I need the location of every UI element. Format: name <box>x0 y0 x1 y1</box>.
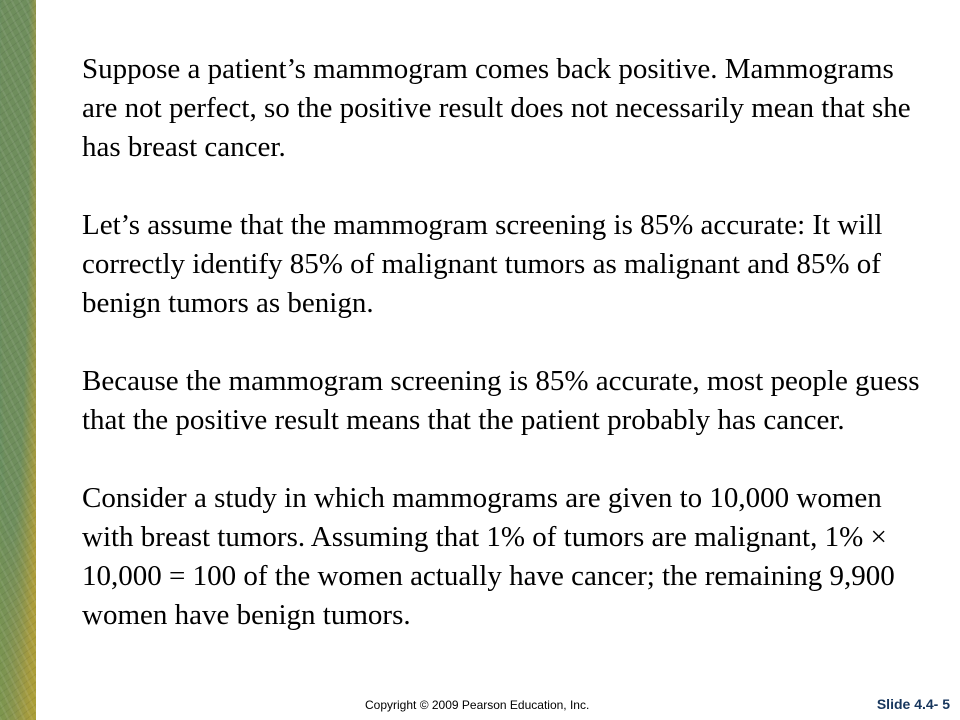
decorative-side-band <box>0 0 36 720</box>
paragraph-mammogram-positive: Suppose a patient’s mammogram comes back positive. Mammograms are not perfect, so the positive result does not necessarily mean that she has breast cancer. <box>82 53 911 163</box>
slide-number: Slide 4.4- 5 <box>876 696 950 712</box>
paragraph-common-guess: Because the mammogram screening is 85% accurate, most people guess that the positive result means that the patient probably has cancer. <box>82 365 920 436</box>
copyright-notice: Copyright © 2009 Pearson Education, Inc. <box>365 698 590 712</box>
paragraph-screening-accuracy: Let’s assume that the mammogram screening is 85% accurate: It will correctly identify 85% of malignant tumors as malignant and 85% of benign tumors as benign. <box>82 209 883 319</box>
slide-body <box>82 50 932 635</box>
paragraph-study-example: Consider a study in which mammograms are given to 10,000 women with breast tumors. Assuming that 1% of tumors are malignant, 1% × 10,000 = 100 of the women actually have cancer; the remaining 9,900 women have benign tumors. <box>82 482 895 631</box>
